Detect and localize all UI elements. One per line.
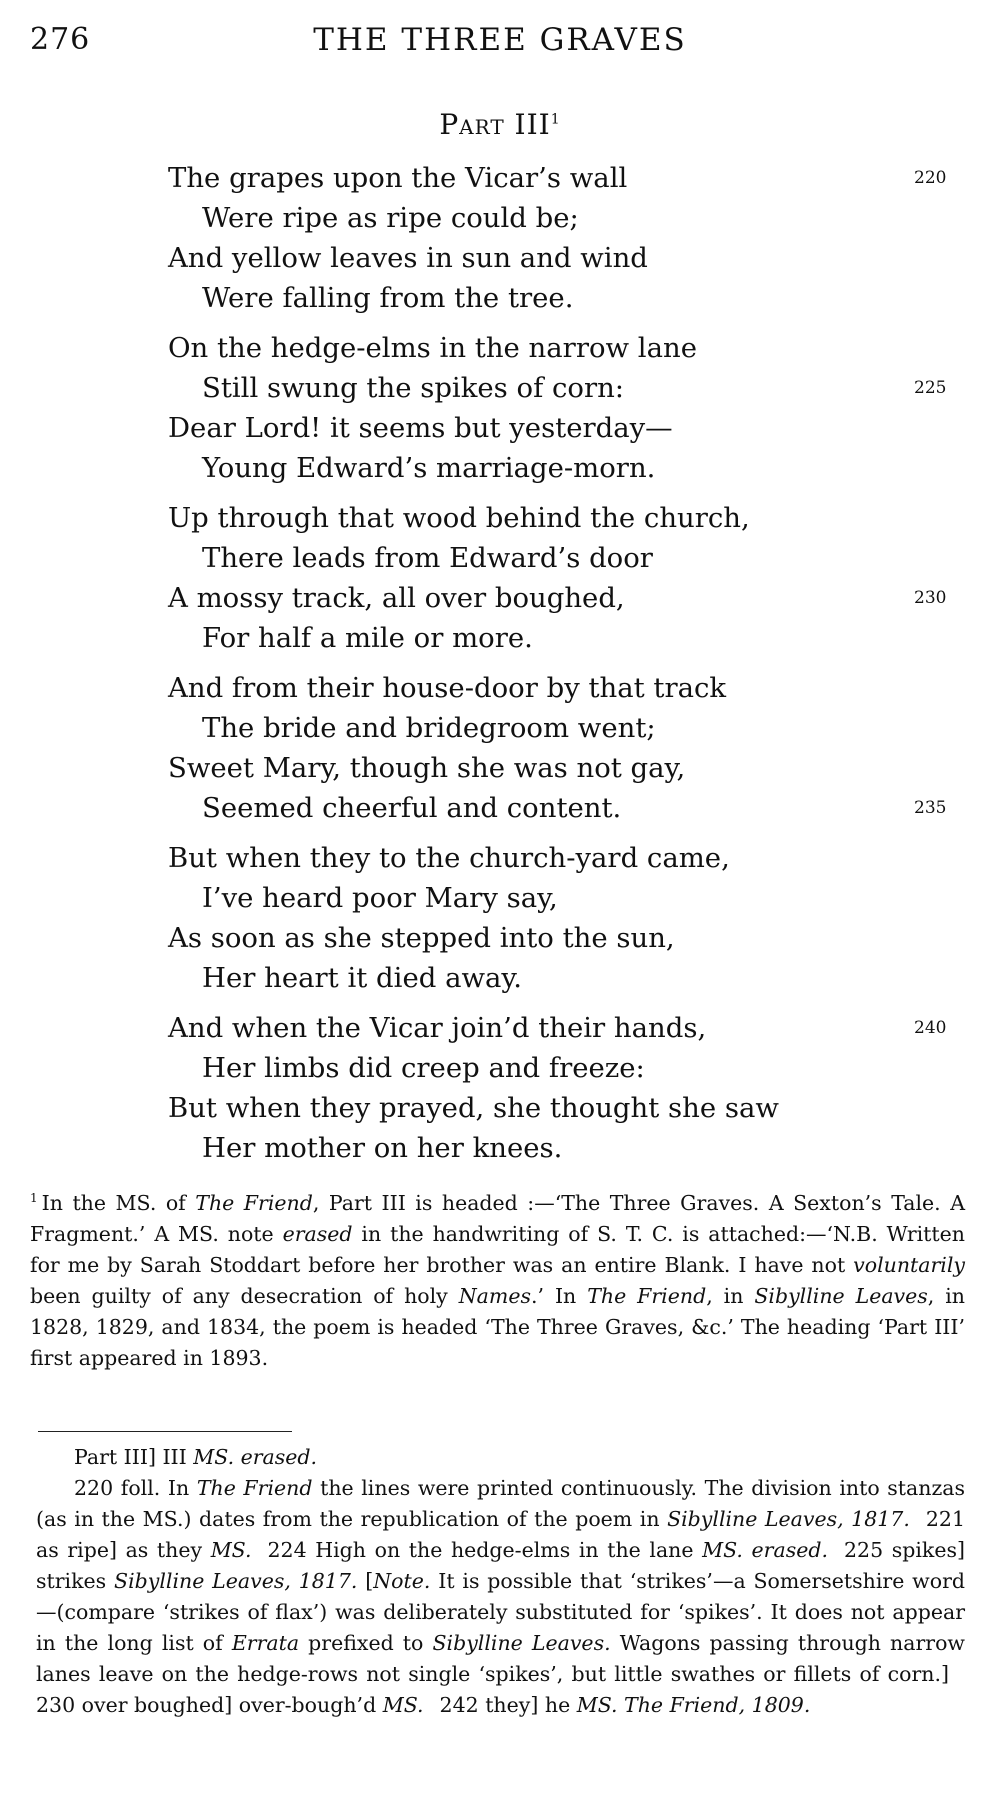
poem-line (168, 198, 968, 238)
poem-line-text: Up through that wood behind the church, (168, 502, 750, 534)
note-italic: Errata (231, 1631, 300, 1655)
poem-line-text: I’ve heard poor Mary say, (202, 882, 558, 914)
textual-notes (36, 1442, 965, 1721)
poem-line-text: But when they to the church-yard came, (168, 842, 730, 874)
poem-line-text: As soon as she stepped into the sun, (168, 922, 675, 954)
poem-line (168, 878, 968, 918)
note-text: [ (357, 1569, 374, 1593)
line-number: 240 (914, 1018, 947, 1038)
note-italic: Sibylline Leaves, 1817. (667, 1507, 910, 1531)
line-number: 230 (914, 588, 947, 608)
footnote-mark: 1 (30, 1191, 38, 1205)
poem-text (168, 158, 968, 1178)
poem-line-text: Her mother on her knees. (202, 1132, 563, 1164)
note-text: Wagons passing through narrow lanes leave on the hedge-rows not single ‘spikes’, but little swathes or fillets of corn.] (36, 1631, 965, 1686)
poem-line-text: Seemed cheerful and content. (202, 792, 622, 824)
footnote-text: been guilty of any desecration of holy (30, 1283, 459, 1308)
note-text: 221 as ripe] as they (36, 1507, 965, 1562)
note-italic: MS. (210, 1538, 252, 1562)
poem-line-text: There leads from Edward’s door (202, 542, 653, 574)
poem-line-text: But when they prayed, she thought she saw (168, 1092, 779, 1124)
poem-line (168, 838, 968, 878)
note-italic: MS. (382, 1693, 424, 1717)
stanza (168, 1008, 968, 1168)
page-number: 276 (30, 22, 91, 57)
footnote (30, 1183, 965, 1374)
note-variants (36, 1473, 965, 1721)
poem-line-text: The bride and bridegroom went; (202, 712, 656, 744)
poem-line (168, 618, 968, 658)
note-text: 230 over boughed] over-bough’d (36, 1693, 383, 1717)
note-italic: MS. erased. (702, 1538, 828, 1562)
footnote-italic: erased (282, 1221, 353, 1246)
poem-line-text: Young Edward’s marriage-morn. (202, 452, 656, 484)
footnote-italic: Sibylline Leaves (754, 1283, 928, 1308)
note-text: Part III] III (74, 1445, 194, 1469)
poem-line-text: On the hedge-elms in the narrow lane (168, 332, 697, 364)
poem-line (168, 498, 968, 538)
part-heading (0, 108, 1000, 141)
footnote-italic: The Friend (587, 1283, 707, 1308)
poem-line (168, 158, 968, 198)
poem-line-text: Sweet Mary, though she was not gay, (168, 752, 686, 784)
poem-line (168, 1048, 968, 1088)
line-number: 220 (914, 168, 947, 188)
poem-line-text: Dear Lord! it seems but yesterday— (168, 412, 673, 444)
stanza (168, 158, 968, 318)
stanza (168, 498, 968, 658)
poem-line-text: A mossy track, all over boughed, (168, 582, 625, 614)
poem-line-text: And yellow leaves in sun and wind (168, 242, 648, 274)
note-part-heading (36, 1442, 965, 1473)
footnote-text: , in 1828, 1829, and 1834, the poem is headed ‘The Three Graves, &c.’ The heading ‘Part III’ first appeared in 1893. (30, 1283, 966, 1370)
poem-line-text: Her limbs did creep and freeze: (202, 1052, 645, 1084)
poem-line-text: And when the Vicar join’d their hands, (168, 1012, 707, 1044)
note-text: It is possible that ‘strikes’—a Somersetshire word—(compare ‘strikes of flax’) was deliberately substituted for ‘spikes’. It does not appear in the long list of (36, 1569, 965, 1655)
poem-line-text: The grapes upon the Vicar’s wall (168, 162, 628, 194)
poem-line (168, 668, 968, 708)
poem-line (168, 538, 968, 578)
line-number: 235 (914, 798, 947, 818)
note-italic: Sibylline Leaves. (432, 1631, 611, 1655)
poem-line (168, 278, 968, 318)
line-number: 225 (914, 378, 947, 398)
poem-line-text: Were ripe as ripe could be; (202, 202, 579, 234)
poem-line (168, 328, 968, 368)
poem-line (168, 1128, 968, 1168)
poem-line-text: For half a mile or more. (202, 622, 533, 654)
note-text: 225 spikes] strikes (36, 1538, 966, 1593)
poem-line (168, 448, 968, 488)
note-text: prefixed to (299, 1631, 433, 1655)
note-text: 220 foll. In (74, 1476, 197, 1500)
poem-line (168, 708, 968, 748)
footnote-text: In the MS. of (41, 1190, 196, 1215)
poem-line (168, 238, 968, 278)
note-italic: MS. erased. (193, 1445, 318, 1469)
note-text: 242 they] he (439, 1693, 577, 1717)
notes-divider (38, 1431, 292, 1432)
footnote-reference: 1 (550, 111, 561, 128)
note-italic: Sibylline Leaves, 1817. (114, 1569, 358, 1593)
footnote-italic: voluntarily (853, 1252, 965, 1277)
poem-line (168, 748, 968, 788)
part-label: Part III (439, 108, 551, 141)
footnote-italic: Names (458, 1283, 531, 1308)
poem-line (168, 918, 968, 958)
poem-line (168, 578, 968, 618)
stanza (168, 668, 968, 828)
poem-line (168, 958, 968, 998)
note-text: the lines were printed continuously. The division into stanzas (as in the MS.) dates from the republication of the poem in (36, 1476, 965, 1531)
footnote-text: in the handwriting of S. T. C. is attached:—‘N.B. Written for me by Sarah Stoddart before her brother was an entire Blank. I have not (30, 1221, 965, 1277)
poem-line (168, 408, 968, 448)
footnote-italic: The Friend (195, 1190, 313, 1215)
running-head (30, 22, 970, 66)
poem-line (168, 1088, 968, 1128)
note-text: 224 High on the hedge-elms in the lane (267, 1538, 703, 1562)
footnote-text: , Part III is headed :—‘The Three Graves. A Sexton’s Tale. A Fragment.’ A MS. note (30, 1190, 966, 1246)
note-italic: MS. The Friend, 1809. (576, 1693, 811, 1717)
poem-line-text: Were falling from the tree. (202, 282, 574, 314)
poem-line (168, 1008, 968, 1048)
stanza (168, 838, 968, 998)
book-title: THE THREE GRAVES (313, 22, 687, 58)
poem-line-text: And from their house-door by that track (168, 672, 727, 704)
stanza (168, 328, 968, 488)
footnote-text: , in (706, 1283, 755, 1308)
note-italic: Note. (373, 1569, 431, 1593)
poem-line (168, 788, 968, 828)
poem-line (168, 368, 968, 408)
footnote-text: .’ In (530, 1283, 588, 1308)
poem-line-text: Still swung the spikes of corn: (202, 372, 625, 404)
note-italic: The Friend (196, 1476, 313, 1500)
poem-line-text: Her heart it died away. (202, 962, 523, 994)
